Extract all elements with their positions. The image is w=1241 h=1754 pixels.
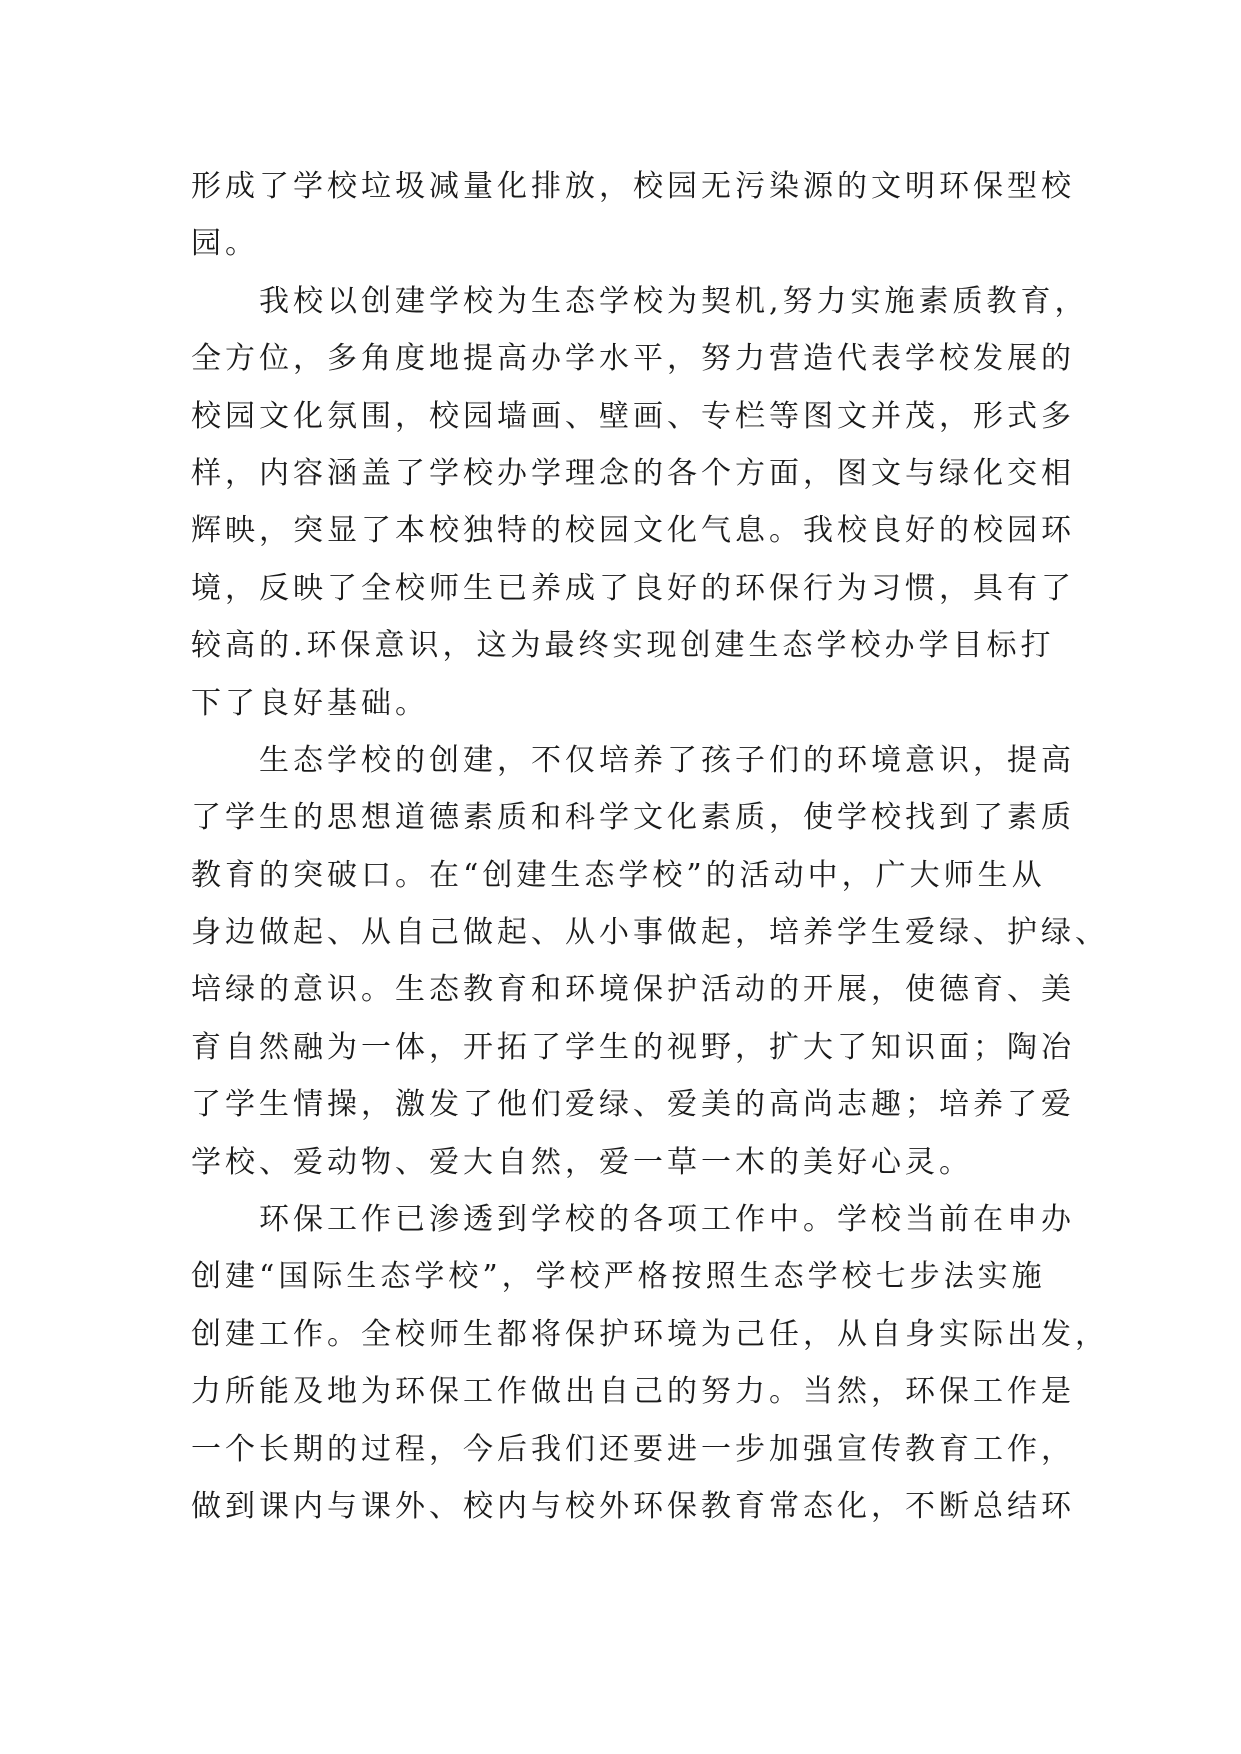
paragraph-start-line: 我校以创建学校为生态学校为契机,努力实施素质教育， bbox=[259, 283, 1089, 319]
text-line: 形成了学校垃圾减量化排放，校园无污染源的文明环保型校 bbox=[191, 169, 1075, 204]
text-line: 创建工作。全校师生都将保护环境为己任，从自身实际出发， bbox=[191, 1316, 1109, 1352]
text-line: 校园文化氛围，校园墙画、壁画、专栏等图文并茂，形式多 bbox=[191, 398, 1075, 434]
paragraph-start-line: 生态学校的创建，不仅培养了孩子们的环境意识，提高 bbox=[259, 742, 1075, 778]
text-line: 教育的突破口。在“创建生态学校”的活动中，广大师生从 bbox=[191, 857, 1046, 893]
text-line: 样，内容涵盖了学校办学理念的各个方面，图文与绿化交相 bbox=[191, 455, 1075, 491]
text-line: 园。 bbox=[191, 226, 259, 262]
text-line: 一个长期的过程，今后我们还要进一步加强宣传教育工作， bbox=[191, 1431, 1075, 1467]
text-line: 较高的.环保意识，这为最终实现创建生态学校办学目标打 bbox=[191, 628, 1055, 664]
text-line: 辉映，突显了本校独特的校园文化气息。我校良好的校园环 bbox=[191, 513, 1075, 549]
text-line: 下了良好基础。 bbox=[191, 685, 429, 721]
text-line: 境，反映了全校师生已养成了良好的环保行为习惯，具有了 bbox=[191, 570, 1075, 606]
body-text bbox=[191, 158, 1109, 1535]
text-line: 培绿的意识。生态教育和环境保护活动的开展，使德育、美 bbox=[191, 972, 1075, 1008]
text-line: 育自然融为一体，开拓了学生的视野，扩大了知识面；陶冶 bbox=[191, 1029, 1075, 1065]
text-line: 身边做起、从自己做起、从小事做起，培养学生爱绿、护绿、 bbox=[191, 915, 1109, 951]
text-line: 力所能及地为环保工作做出自己的努力。当然，环保工作是 bbox=[191, 1374, 1075, 1410]
text-line: 了学生情操，激发了他们爱绿、爱美的高尚志趣；培养了爱 bbox=[191, 1087, 1075, 1123]
text-line: 创建“国际生态学校”，学校严格按照生态学校七步法实施 bbox=[191, 1259, 1046, 1295]
text-line: 了学生的思想道德素质和科学文化素质，使学校找到了素质 bbox=[191, 800, 1075, 836]
text-line: 做到课内与课外、校内与校外环保教育常态化，不断总结环 bbox=[191, 1488, 1075, 1524]
text-line: 全方位，多角度地提高办学水平，努力营造代表学校发展的 bbox=[191, 341, 1075, 377]
text-line: 学校、爱动物、爱大自然，爱一草一木的美好心灵。 bbox=[191, 1144, 973, 1180]
paragraph-start-line: 环保工作已渗透到学校的各项工作中。学校当前在申办 bbox=[259, 1202, 1075, 1238]
